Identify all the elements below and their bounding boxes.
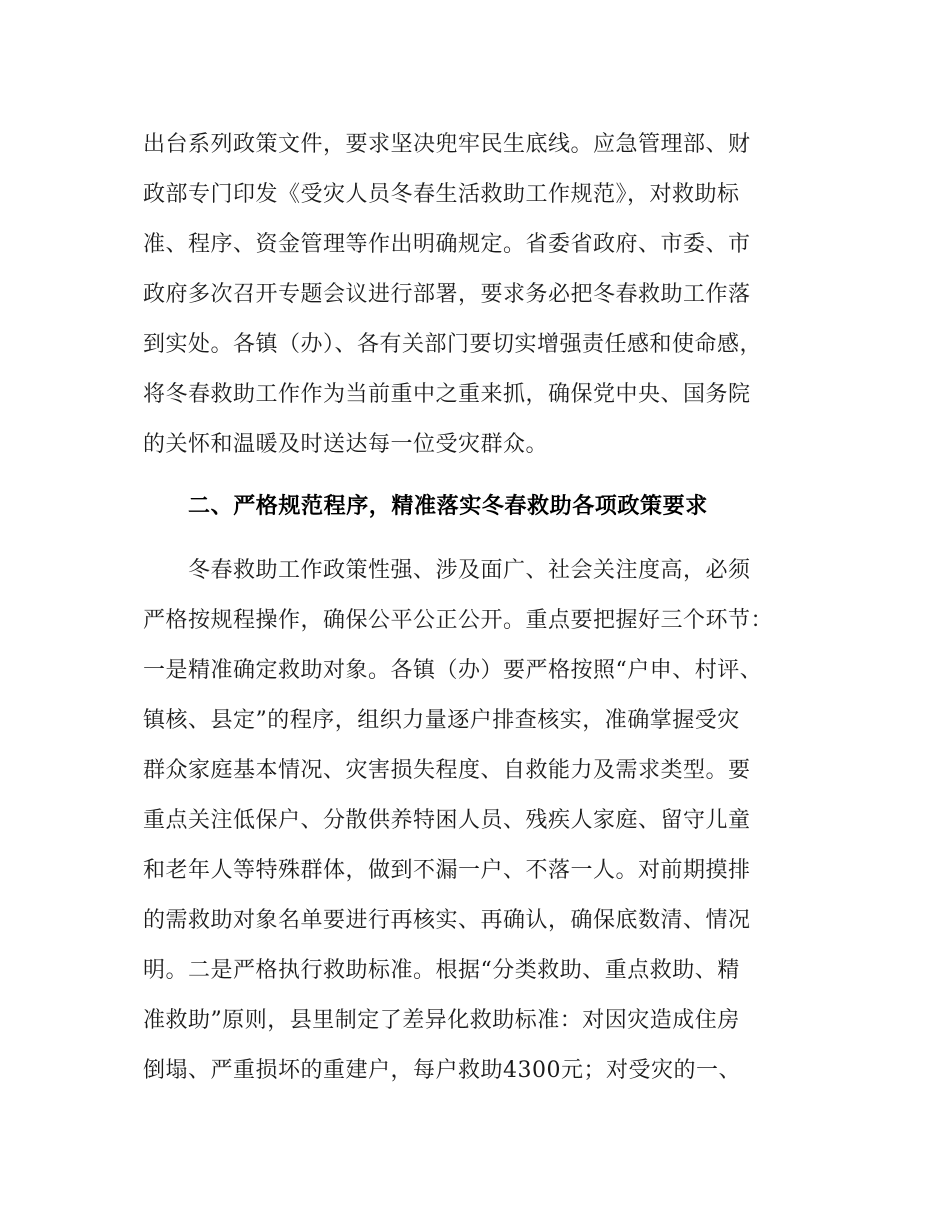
paragraph-1-line-7: 的关怀和温暖及时送达每一位受灾群众。 bbox=[143, 432, 549, 457]
paragraph-1-line-5: 到实处。各镇（办）、各有关部门要切实增强责任感和使命感， bbox=[143, 332, 763, 357]
paragraph-2-line-4: 镇核、县定”的程序，组织力量逐户排查核实，准确掌握受灾 bbox=[143, 708, 740, 733]
paragraph-2-line-7: 和老年人等特殊群体，做到不漏一户、不落一人。对前期摸排 bbox=[143, 858, 751, 883]
paragraph-2-line-10: 准救助”原则，县里制定了差异化救助标准：对因灾造成住房 bbox=[143, 1008, 740, 1033]
paragraph-2-line-9: 明。二是严格执行救助标准。根据“分类救助、重点救助、精 bbox=[143, 958, 740, 983]
paragraph-1-line-4: 政府多次召开专题会议进行部署，要求务必把冬春救助工作落 bbox=[143, 282, 751, 307]
paragraph-2-line-3: 一是精准确定救助对象。各镇（办）要严格按照“户申、村评、 bbox=[143, 658, 763, 683]
paragraph-1-line-6: 将冬春救助工作作为当前重中之重来抓，确保党中央、国务院 bbox=[143, 382, 751, 407]
paragraph-2-line-11: 倒塌、严重损坏的重建户，每户救助4300元；对受灾的一、 bbox=[143, 1058, 741, 1083]
paragraph-2-line-8: 的需救助对象名单要进行再核实、再确认，确保底数清、情况 bbox=[143, 908, 751, 933]
paragraph-1-line-1: 出台系列政策文件，要求坚决兜牢民生底线。应急管理部、财 bbox=[143, 132, 751, 157]
paragraph-1-line-3: 准、程序、资金管理等作出明确规定。省委省政府、市委、市 bbox=[143, 232, 751, 257]
paragraph-2-line-5: 群众家庭基本情况、灾害损失程度、自救能力及需求类型。要 bbox=[143, 758, 751, 783]
paragraph-2-line-2: 严格按规程操作，确保公平公正公开。重点要把握好三个环节： bbox=[143, 608, 774, 633]
paragraph-1-line-2: 政部专门印发《受灾人员冬春生活救助工作规范》，对救助标 bbox=[143, 182, 740, 207]
paragraph-2-line-1: 冬春救助工作政策性强、涉及面广、社会关注度高，必须 bbox=[188, 558, 751, 583]
section-heading: 二、严格规范程序，精准落实冬春救助各项政策要求 bbox=[188, 494, 708, 519]
paragraph-2-line-6: 重点关注低保户、分散供养特困人员、残疾人家庭、留守儿童 bbox=[143, 808, 751, 833]
